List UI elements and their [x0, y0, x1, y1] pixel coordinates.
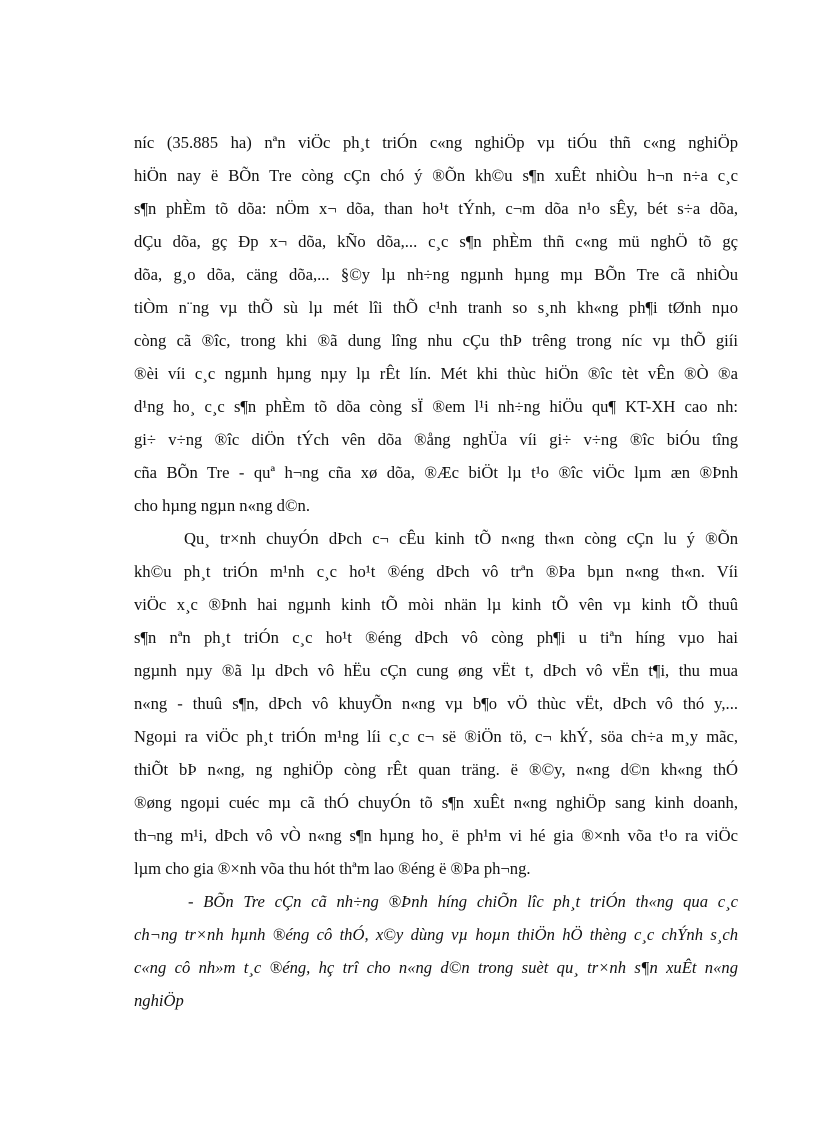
text-line: Ngoµi ra viÖc ph¸t triÓn m¹ng líi c¸c c¬ së ®iÖn tö, c¬ khÝ, söa ch÷a m¸y mãc,	[134, 727, 738, 746]
text-line: - BÕn Tre cÇn cã nh÷ng ®Þnh híng chiÕn lîc ph¸t triÓn th«ng qua c¸c	[188, 892, 738, 911]
text-line: ®øng ngoµi cuéc mµ cã thÓ chuyÓn tõ s¶n xuÊt n«ng nghiÖp sang kinh doanh,	[134, 793, 738, 812]
text-line: ch¬ng tr×nh hµnh ®éng cô thÓ, x©y dùng vµ hoµn thiÖn hÖ thèng c¸c chÝnh s¸ch	[134, 925, 738, 944]
text-line: viÖc x¸c ®Þnh hai ngµnh kinh tÕ mòi nhän lµ kinh tÕ vên vµ kinh tÕ thuû	[134, 595, 738, 614]
text-line: cña BÕn Tre - quª h¬ng cña xø dõa, ®Æc biÖt lµ t¹o ®îc viÖc lµm æn ®Þnh	[134, 463, 738, 482]
text-line: gi÷ v÷ng ®îc diÖn tÝch vên dõa ®ång nghÜa víi gi÷ v÷ng ®îc biÓu tîng	[134, 430, 738, 449]
text-line: nghiÖp	[134, 991, 184, 1010]
text-line: ®èi víi c¸c ngµnh hµng nµy lµ rÊt lín. Mét khi thùc hiÖn ®îc tèt vÊn ®Ò ®a	[134, 364, 738, 383]
text-line: tiÒm n¨ng vµ thÕ sù lµ mét lîi thÕ c¹nh tranh so s¸nh kh«ng ph¶i tØnh nµo	[134, 298, 738, 317]
text-line: n«ng - thuû s¶n, dÞch vô khuyÕn n«ng vµ b¶o vÖ thùc vËt, dÞch vô thó y,...	[134, 694, 738, 713]
text-line: dõa, g¸o dõa, cäng dõa,... §©y lµ nh÷ng ngµnh hµng mµ BÕn Tre cã nhiÒu	[134, 265, 738, 284]
text-line: s¶n nªn ph¸t triÓn c¸c ho¹t ®éng dÞch vô còng ph¶i u tiªn híng vµo hai	[134, 628, 738, 647]
text-line: ngµnh nµy ®ã lµ dÞch vô hËu cÇn cung øng vËt t, dÞch vô vËn t¶i, thu mua	[134, 661, 738, 680]
text-line: còng cã ®îc, trong khi ®ã dung lîng nhu cÇu thÞ trêng trong níc vµ thÕ giíi	[134, 331, 738, 350]
text-line: thiÕt bÞ n«ng, ng nghiÖp còng rÊt quan träng. ë ®©y, n«ng d©n kh«ng thÓ	[134, 760, 738, 779]
text-line: d¹ng ho¸ c¸c s¶n phÈm tõ dõa còng sÏ ®em l¹i nh÷ng hiÖu qu¶ KT-XH cao nh:	[134, 397, 738, 416]
text-line: lµm cho gia ®×nh võa thu hót thªm lao ®éng ë ®Þa ph¬ng.	[134, 859, 531, 878]
text-line: th¬ng m¹i, dÞch vô vÒ n«ng s¶n hµng ho¸ ë ph¹m vi hé gia ®×nh võa t¹o ra viÖc	[134, 826, 738, 845]
text-line: hiÖn nay ë BÕn Tre còng cÇn chó ý ®Õn kh©u s¶n xuÊt nhiÒu h¬n n÷a c¸c	[134, 166, 738, 185]
text-line: c«ng cô nh»m t¸c ®éng, hç trî cho n«ng d©n trong suèt qu¸ tr×nh s¶n xuÊt n«ng	[134, 958, 738, 977]
text-line: dÇu dõa, gç Ðp x¬ dõa, kÑo dõa,... c¸c s¶n phÈm thñ c«ng mü nghÖ tõ gç	[134, 232, 738, 251]
text-line: cho hµng ngµn n«ng d©n.	[134, 496, 310, 515]
text-line: níc (35.885 ha) nªn viÖc ph¸t triÓn c«ng nghiÖp vµ tiÓu thñ c«ng nghiÖp	[134, 133, 738, 152]
text-line: s¶n phÈm tõ dõa: nÖm x¬ dõa, than ho¹t tÝnh, c¬m dõa n¹o sÊy, bét s÷a dõa,	[134, 199, 738, 218]
text-line: kh©u ph¸t triÓn m¹nh c¸c ho¹t ®éng dÞch vô trªn ®Þa bµn n«ng th«n. Víi	[134, 562, 738, 581]
text-line: Qu¸ tr×nh chuyÓn dÞch c¬ cÊu kinh tÕ n«ng th«n còng cÇn lu ý ®Õn	[184, 529, 738, 548]
